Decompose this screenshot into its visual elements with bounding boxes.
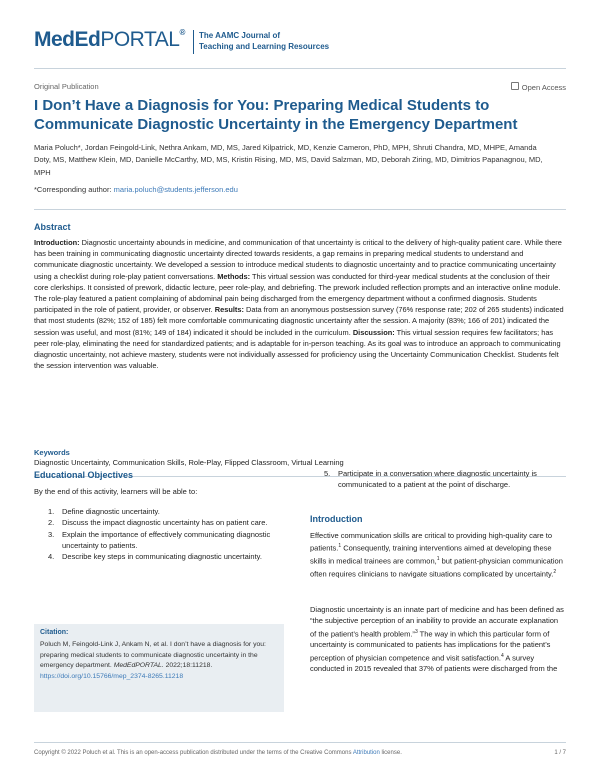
header-divider: [34, 68, 566, 69]
objectives-heading: Educational Objectives: [34, 470, 134, 480]
page-number: 1 / 7: [554, 750, 566, 756]
publication-type: Original Publication: [34, 82, 99, 91]
introduction-heading: Introduction: [310, 514, 363, 524]
author-list: Maria Poluch*, Jordan Feingold-Link, Nethra Ankam, MD, MS, Jared Kilpatrick, MD, Kenzie Cameron, PhD, MPH, Shruti Chandra, MD, MHPE, Amanda Doty, MS, Matthew Klein, MD, Danielle McCarthy, MD, MS, Kristin Rising, MD, MS, David Salzman, MD, Deborah Ziring, MD, Dimitrios Papanagnou, MD, MPH: [34, 143, 543, 177]
footer-divider: [34, 742, 566, 743]
keywords-label: Keywords: [34, 448, 70, 457]
open-access-badge: Open Access: [511, 82, 566, 92]
objectives-list-continued: [324, 468, 566, 491]
journal-tagline: The AAMC Journal of Teaching and Learning Resources: [199, 31, 330, 51]
lock-icon: [511, 82, 519, 90]
journal-logo: MedEdPORTAL®: [34, 28, 185, 51]
abstract-body: Introduction: Diagnostic uncertainty abounds in medicine, and communication of that uncertainty is critical to the delivery of high-quality patient care. While there has been training in communicating diagnostic uncertainty directed towards residents, a gap remains in preparing medical students to understand and communicate diagnostic uncertainty. We developed a session to introduce medical students to diagnostic uncertainty and to practice communicating uncertainty using a checklist during role-play patient conversations. Methods: This virtual session was conducted for third-year medical students at the conclusion of their core clerkships. It consisted of prework, didactic lecture, peer role-play, and debriefing. The prework included reflection prompts and an interactive online module. The role-play featured a patient complaining of abdominal pain being discharged from the emergency department without a confirmed diagnosis. Students participated in the role of patient, provider, or observer. Results: Data from an anonymous postsession survey (76% response rate; 202 of 265 students) indicated that most students (82%; 152 of 185) felt more comfortable communicating diagnostic uncertainty after the session. A majority (83%; 166 of 201) indicated the session was useful, and most (81%; 149 of 184) indicated it should be included in the curriculum. Discussion: This virtual session requires few facilitators; has peer role-play, eliminating the need for standardized patients; and is adaptable for in-person teaching. As its goal was to introduce an approach to communicating diagnostic uncertainty, not achieve mastery, students were not individually assessed for proficiency using the Uncertainty Communication Checklist. Students felt the session intervention was valuable.: [34, 238, 564, 371]
introduction-paragraph-2: Diagnostic uncertainty is an innate part of medicine and has been defined as “the subjective perception of an inability to provide an accurate explanation of the patient’s health problem.”$^3$ The way in which this particular form of uncertainty is communicated to patients has implications for the patient’s perception of physician competence and visit satisfaction.$^4$ A survey conducted in 2015 revealed that 37% of patients were discharged from the: [310, 605, 564, 674]
objectives-intro: By the end of this activity, learners will be able to:: [34, 487, 198, 496]
objective-item: 4. Describe key steps in communicating diagnostic uncertainty.: [48, 552, 262, 562]
objective-item: 2. Discuss the impact diagnostic uncertainty has on patient care.: [48, 518, 268, 528]
citation-text: Poluch M, Feingold-Link J, Ankam N, et al. I don’t have a diagnosis for you: preparing medical students to communicate diagnostic uncertainty in the emergency department. MedEdPORTAL. 2022;18:11218. https://doi.org/10.15766/mep_2374-8265.11218: [40, 641, 266, 680]
logo-divider: [193, 30, 194, 54]
introduction-paragraph-1: Effective communication skills are critical to providing high-quality care to patients.$^1$ Consequently, training interventions aimed at developing these skills in medical trainees are common,$^1$ but patient-physician communication often requires clinicians to navigate situations complicated by uncertainty.$^2$: [310, 531, 563, 579]
keywords-list: Diagnostic Uncertainty, Communication Skills, Role-Play, Flipped Classroom, Virtual Learning: [34, 458, 344, 467]
citation-label: Citation:: [40, 629, 69, 636]
objective-item: 1. Define diagnostic uncertainty.: [48, 507, 160, 516]
objectives-list: [48, 506, 284, 562]
objective-item: 3. Explain the importance of effectively communicating diagnostic uncertainty to patients.: [48, 529, 271, 550]
license-link[interactable]: Attribution: [352, 750, 380, 756]
doi-link[interactable]: https://doi.org/10.15766/mep_2374-8265.11218: [40, 672, 184, 680]
article-title: I Don’t Have a Diagnosis for You: Preparing Medical Students to Communicate Diagnostic Uncertainty in the Emergency Department: [34, 97, 518, 133]
objective-item: 5. Participate in a conversation where diagnostic uncertainty is communicated to a patient at the point of discharge.: [324, 469, 537, 490]
corresponding-email-link[interactable]: maria.poluch@students.jefferson.edu: [113, 185, 238, 194]
corresponding-author: *Corresponding author: maria.poluch@students.jefferson.edu: [34, 185, 238, 194]
footer-copyright: Copyright © 2022 Poluch et al. This is an open-access publication distributed under the terms of the Creative Commons Attribution license.: [34, 750, 402, 756]
abstract-divider-top: [34, 209, 566, 210]
abstract-heading: Abstract: [34, 222, 71, 232]
